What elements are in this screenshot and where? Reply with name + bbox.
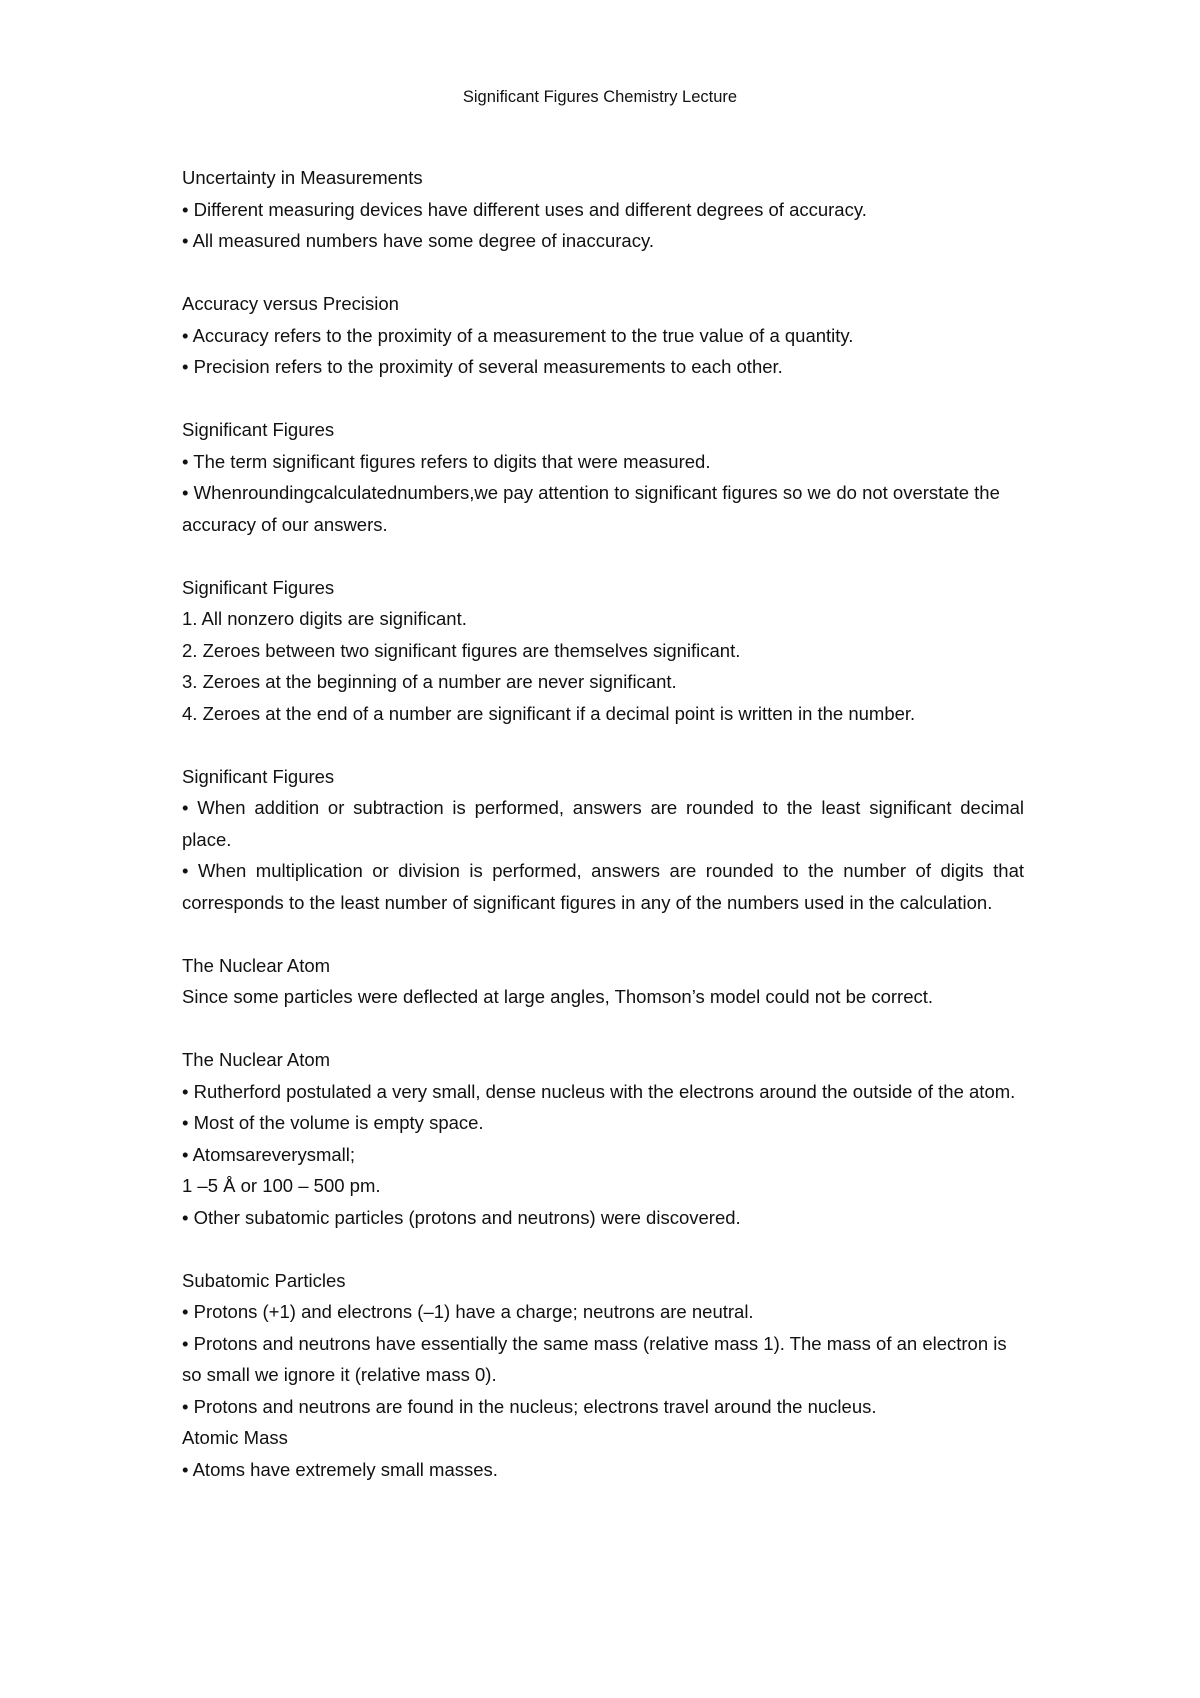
bullet-item: • Atoms have extremely small masses.: [182, 1458, 498, 1480]
section-heading: Significant Figures: [182, 765, 335, 787]
bullet-item: • Atomsareverysmall;: [182, 1143, 356, 1165]
section-atomic-mass: [182, 1422, 1024, 1485]
bullet-item: • When addition or subtraction is performed, answers are rounded to the least significant decimal place.: [182, 797, 1024, 850]
bullet-item: • Protons and neutrons are found in the nucleus; electrons travel around the nucleus.: [182, 1395, 877, 1417]
section-heading: The Nuclear Atom: [182, 954, 331, 976]
section-accuracy-precision: [182, 288, 1024, 383]
bullet-item: • Precision refers to the proximity of several measurements to each other.: [182, 356, 783, 377]
bullet-item: • Different measuring devices have different uses and different degrees of accuracy.: [182, 198, 867, 220]
section-nuclear-atom-1: [182, 950, 1024, 1013]
bullet-item: • Whenroundingcalculatednumbers,we pay attention to significant figures so we do not overstate the accuracy of our answers.: [182, 482, 1000, 535]
bullet-item: • Protons and neutrons have essentially the same mass (relative mass 1). The mass of an electron is so small we ignore it (relative mass 0).: [182, 1332, 1007, 1385]
section-heading: Atomic Mass: [182, 1427, 288, 1448]
numbered-item: 1. All nonzero digits are significant.: [182, 608, 467, 629]
section-significant-figures-rounding: [182, 761, 1024, 919]
numbered-item: 3. Zeroes at the beginning of a number are never significant.: [182, 671, 677, 692]
numbered-item: 4. Zeroes at the end of a number are significant if a decimal point is written in the number.: [182, 702, 916, 724]
section-heading: Subatomic Particles: [182, 1269, 346, 1291]
section-heading: Accuracy versus Precision: [182, 293, 399, 314]
text-line: 1 –5 Å or 100 – 500 pm.: [182, 1175, 381, 1196]
document-body: [182, 162, 1024, 1485]
numbered-item: 2. Zeroes between two significant figures are themselves significant.: [182, 639, 741, 661]
section-significant-figures-1: [182, 414, 1024, 540]
bullet-item: • The term significant figures refers to digits that were measured.: [182, 450, 711, 472]
section-significant-figures-rules: [182, 572, 1024, 730]
section-nuclear-atom-2: [182, 1044, 1024, 1233]
section-uncertainty: [182, 162, 1024, 257]
section-heading: Significant Figures: [182, 419, 335, 440]
bullet-item: • All measured numbers have some degree of inaccuracy.: [182, 230, 654, 251]
bullet-item: • Other subatomic particles (protons and neutrons) were discovered.: [182, 1206, 741, 1228]
bullet-item: • Protons (+1) and electrons (–1) have a charge; neutrons are neutral.: [182, 1301, 754, 1322]
section-heading: Uncertainty in Measurements: [182, 167, 423, 188]
bullet-item: • Accuracy refers to the proximity of a measurement to the true value of a quantity.: [182, 324, 854, 346]
paragraph: Since some particles were deflected at large angles, Thomson’s model could not be correct.: [182, 986, 934, 1007]
document-title: Significant Figures Chemistry Lecture: [462, 88, 738, 106]
bullet-item: • Most of the volume is empty space.: [182, 1112, 484, 1133]
bullet-item: • Rutherford postulated a very small, dense nucleus with the electrons around the outside of the atom.: [182, 1080, 1016, 1102]
section-heading: Significant Figures: [182, 576, 335, 598]
bullet-item: • When multiplication or division is performed, answers are rounded to the number of digits that corresponds to the least number of significant figures in any of the numbers used in the calculation.: [182, 860, 1024, 913]
section-subatomic-particles: [182, 1265, 1024, 1423]
section-heading: The Nuclear Atom: [182, 1049, 331, 1070]
